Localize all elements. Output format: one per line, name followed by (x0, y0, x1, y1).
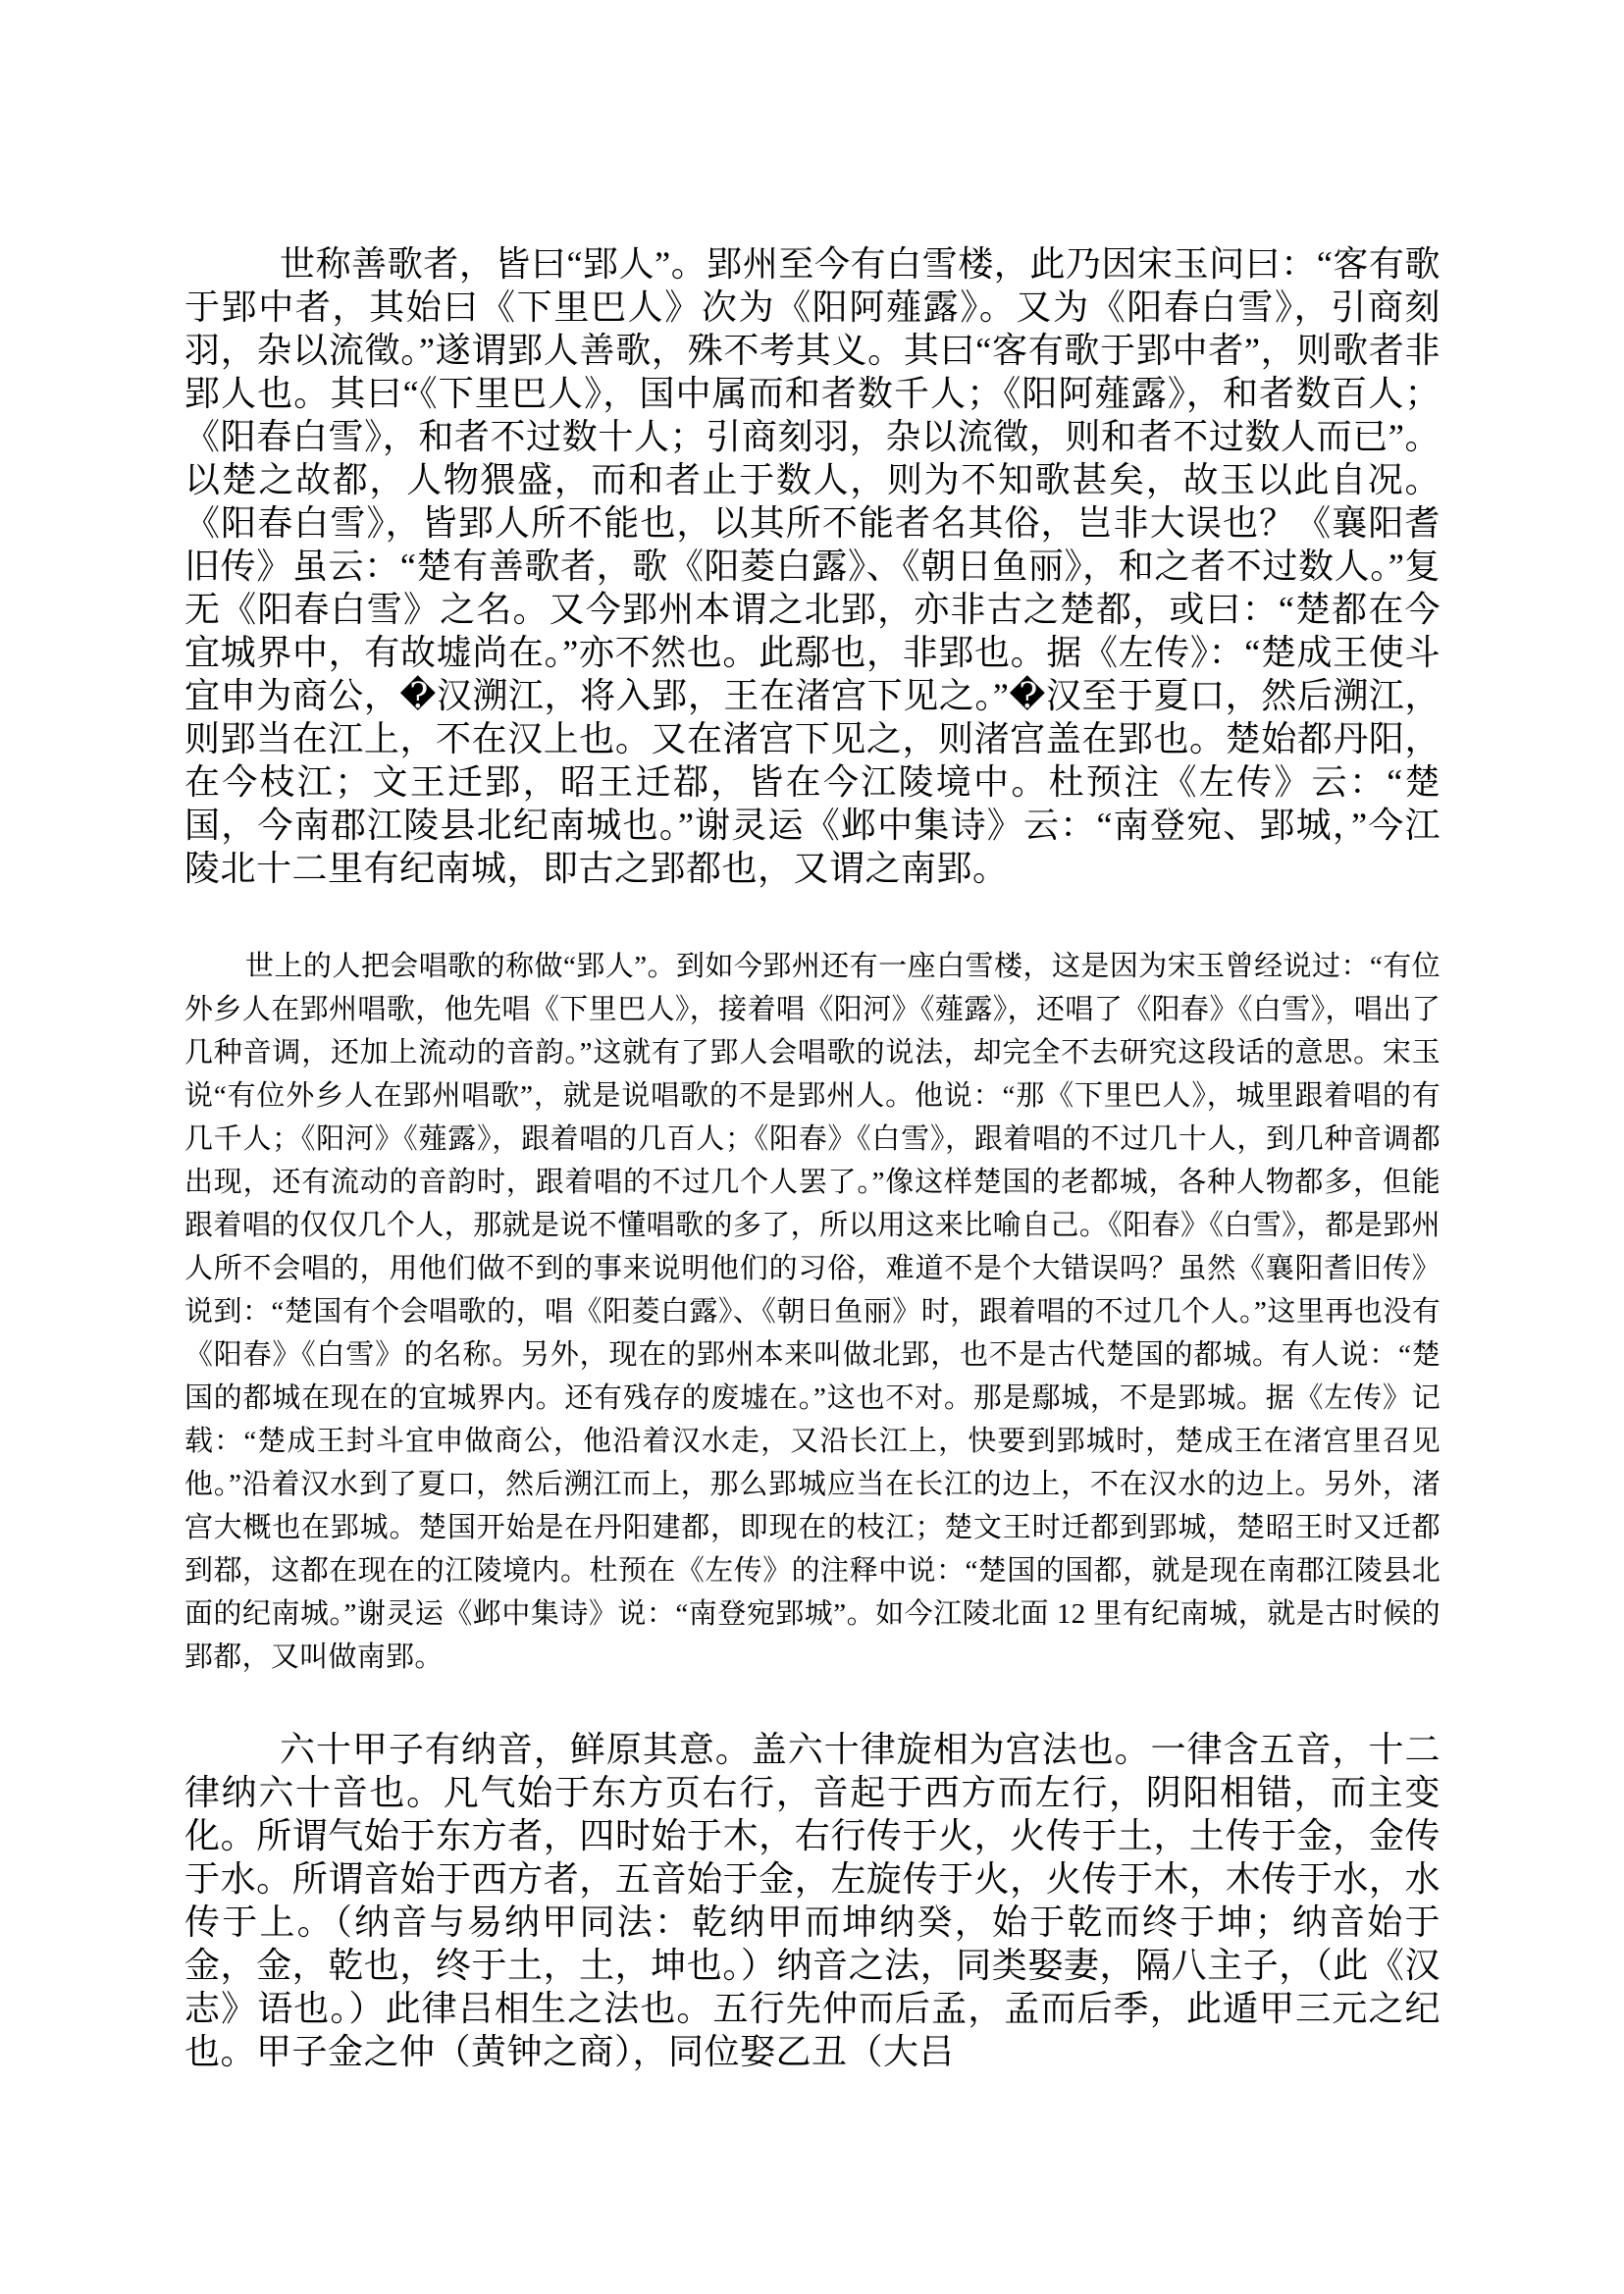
translation-paragraph: 世上的人把会唱歌的称做“郢人”。到如今郢州还有一座白雪楼，这是因为宋玉曾经说过：“有位外乡人在郢州唱歌，他先唱《下里巴人》，接着唱《阳河》《薤露》，还唱了《阳春》《白雪》，唱出了几种音调，还加上流动的音韵。”这就有了郢人会唱歌的说法，却完全不去研究这段话的意思。宋玉说“有位外乡人在郢州唱歌”，就是说唱歌的不是郢州人。他说：“那《下里巴人》，城里跟着唱的有几千人；《阳河》《薤露》，跟着唱的几百人；《阳春》《白雪》，跟着唱的不过几十人，到几种音调都出现，还有流动的音韵时，跟着唱的不过几个人罢了。”像这样楚国的老都城，各种人物都多，但能跟着唱的仅仅几个人，那就是说不懂唱歌的多了，所以用这来比喻自己。《阳春》《白雪》，都是郢州人所不会唱的，用他们做不到的事来说明他们的习俗，难道不是个大错误吗？虽然《襄阳耆旧传》说到：“楚国有个会唱歌的，唱《阳菱白露》、《朝日鱼丽》时，跟着唱的不过几个人。”这里再也没有《阳春》《白雪》的名称。另外，现在的郢州本来叫做北郢，也不是古代楚国的都城。有人说：“楚国的都城在现在的宜城界内。还有残存的废墟在。”这也不对。那是鄢城，不是郢城。据《左传》记载：“楚成王封斗宜申做商公，他沿着汉水走，又沿长江上，快要到郢城时，楚成王在渚宫里召见他。”沿着汉水到了夏口，然后溯江而上，那么郢城应当在长江的边上，不在汉水的边上。另外，渚宫大概也在郢城。楚国开始是在丹阳建都，即现在的枝江；楚文王时迁都到郢城，楚昭王时又迁都到鄀，这都在现在的江陵境内。杜预在《左传》的注释中说：“楚国的国都，就是现在南郡江陵县北面的纪南城。”谢灵运《邺中集诗》说：“南登宛郢城”。如今江陵北面 12 里有纪南城，就是古时候的郢都，又叫做南郢。 (184, 951, 1441, 1673)
classical-paragraph-1: 世称善歌者，皆曰“郢人”。郢州至今有白雪楼，此乃因宋玉问曰：“客有歌于郢中者，其始曰《下里巴人》次为《阳阿薤露》。又为《阳春白雪》，引商刻羽，杂以流徵。”遂谓郢人善歌，殊不考其义。其曰“客有歌于郢中者”，则歌者非郢人也。其曰“《下里巴人》，国中属而和者数千人；《阳阿薤露》，和者数百人；《阳春白雪》，和者不过数十人；引商刻羽，杂以流徵，则和者不过数人而已”。以楚之故都，人物猥盛，而和者止于数人，则为不知歌甚矣，故玉以此自况。《阳春白雪》，皆郢人所不能也，以其所不能者名其俗，岂非大误也？《襄阳耆旧传》虽云：“楚有善歌者，歌《阳菱白露》、《朝日鱼丽》，和之者不过数人。”复无《阳春白雪》之名。又今郢州本谓之北郢，亦非古之楚都，或曰：“楚都在今宜城界中，有故墟尚在。”亦不然也。此鄢也，非郢也。据《左传》：“楚成王使斗宜申为商公，�汉溯江，将入郢，王在渚宫下见之。”�汉至于夏口，然后溯江，则郢当在江上，不在汉上也。又在渚宫下见之，则渚宫盖在郢也。楚始都丹阳，在今枝江；文王迁郢，昭王迁鄀，皆在今江陵境中。杜预注《左传》云：“楚国，今南郡江陵县北纪南城也。”谢灵运《邺中集诗》云：“南登宛、郢城，”今江陵北十二里有纪南城，即古之郢都也，又谓之南郢。 (184, 244, 1441, 888)
classical-paragraph-2: 六十甲子有纳音，鲜原其意。盖六十律旋相为宫法也。一律含五音，十二律纳六十音也。凡气始于东方页右行，音起于西方而左行，阴阳相错，而主变化。所谓气始于东方者，四时始于木，右行传于火，火传于土，土传于金，金传于水。所谓音始于西方者，五音始于金，左旋传于火，火传于木，木传于水，水传于上。（纳音与易纳甲同法：乾纳甲而坤纳癸，始于乾而终于坤；纳音始于金，金，乾也，终于土，土，坤也。）纳音之法，同类娶妻，隔八主子，（此《汉志》语也。）此律吕相生之法也。五行先仲而后孟，孟而后季，此遁甲三元之纪也。甲子金之仲（黄钟之商），同位娶乙丑（大吕 (184, 1730, 1441, 2071)
